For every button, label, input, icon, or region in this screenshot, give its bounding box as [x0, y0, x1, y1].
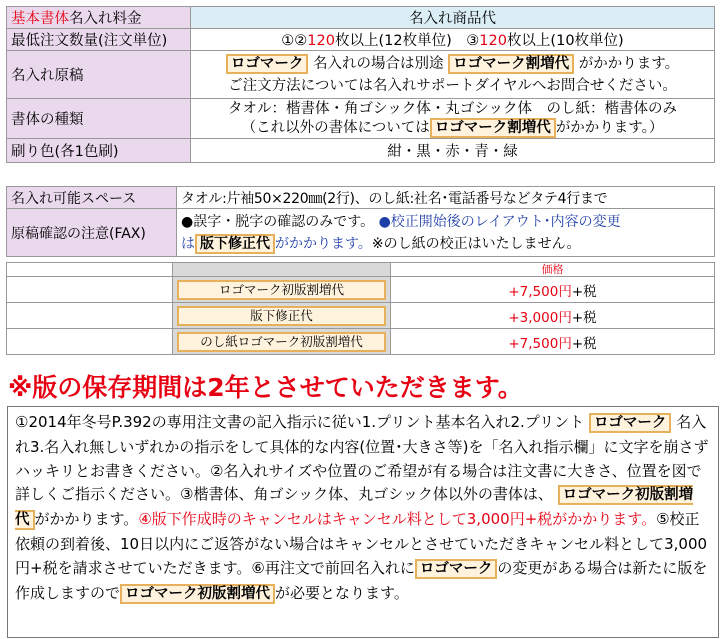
min-qty-suffix-2: 枚以上(10枚単位) — [506, 33, 624, 49]
price-row-blank — [7, 277, 173, 303]
note-logo-surcharge-tag: ロゴマーク初版割増代 — [15, 487, 694, 529]
proof-text-2: は — [181, 235, 195, 252]
proof-text-3: ※のし紙の校正はいたしません。 — [371, 235, 581, 252]
min-qty-label: 最低注文数量(注文単位) — [7, 29, 191, 51]
price-row-item-cell — [173, 329, 391, 355]
proof-text-1: ●誤字・脱字の確認のみです。 — [181, 213, 375, 230]
note-logo-tag: ロゴマーク — [415, 559, 498, 579]
fonts-text-2: （これ以外の書体については — [241, 119, 430, 136]
price-row-item-cell — [173, 277, 391, 303]
price-amount: +7,500円 — [508, 283, 572, 300]
min-qty-number-1: 120 — [307, 33, 335, 49]
colors-label: 刷り色(各1色刷) — [7, 139, 191, 163]
proof-value — [177, 209, 715, 257]
price-row-item-cell — [173, 303, 391, 329]
note-cancel-warning: ④版下作成時のキャンセルはキャンセル料として3,000円+税がかかります。 — [138, 510, 657, 529]
fonts-label: 書体の種類 — [7, 99, 191, 139]
fonts-value — [191, 99, 715, 139]
min-qty-number-2: 120 — [479, 33, 507, 49]
instructions-block — [7, 406, 719, 638]
price-row-value — [391, 303, 715, 329]
note-logo-tag: ロゴマーク — [589, 413, 672, 433]
min-qty-prefix-1: ①② — [281, 33, 308, 49]
note-text: が必要となります。 — [275, 583, 409, 602]
price-row-blank — [7, 329, 173, 355]
space-value: タオル:片袖50×220㎜(2行)、のし紙:社名･電話番号などタテ4行まで — [177, 187, 715, 209]
header-label-red: 基本書体 — [11, 11, 69, 27]
min-qty-suffix-1: 枚以上(12枚単位) — [334, 33, 452, 49]
header-label-black: 名入れ料金 — [69, 11, 142, 27]
price-header-item — [173, 263, 391, 277]
manuscript-label: 名入れ原稿 — [7, 51, 191, 99]
min-qty-prefix-2: ③ — [466, 33, 480, 49]
price-amount: +3,000円 — [508, 309, 572, 326]
pricing-table — [6, 6, 715, 163]
proof-label: 原稿確認の注意(FAX) — [7, 209, 177, 257]
manuscript-text-2: がかかります。 — [578, 55, 680, 72]
space-table — [6, 186, 715, 257]
logo-surcharge-tag: ロゴマーク割増代 — [448, 54, 574, 74]
price-tax: +税 — [571, 283, 597, 300]
note-text: ⑤校正依頼の到着後、10日以内にご返答がない場合はキャンセルとさせていただきキャンセル料として3,000円+税を請求させていただきます。⑥再注文で前回名入れに — [15, 510, 708, 577]
colors-value: 紺・黒・赤・青・緑 — [191, 139, 715, 163]
price-row-blank — [7, 303, 173, 329]
note-text: がかかります。 — [34, 510, 139, 529]
note-logo-surcharge-tag: ロゴマーク初版割増代 — [120, 584, 275, 604]
fonts-text-1: タオル：楷書体・角ゴシック体・丸ゴシック体 のし紙：楷書体のみ — [228, 100, 677, 117]
storage-period-notice: ※版の保存期間は2年とさせていただきます。 — [8, 373, 523, 402]
price-table — [6, 262, 715, 355]
proof-text-blue-1: ●校正開始後のレイアウト･内容の変更 — [378, 213, 621, 230]
price-tax: +税 — [571, 335, 597, 352]
header-value-cell: 名入れ商品代 — [191, 7, 715, 29]
note-text: ①2014年冬号P.392の専用注文書の記入指示に従い1.プリント基本名入れ2.プリント — [15, 413, 585, 431]
proof-fee-tag: 版下修正代 — [195, 234, 275, 254]
note-text: の変更がある場合は新たに版を作成しますので — [15, 558, 708, 602]
price-amount: +7,500円 — [508, 335, 572, 352]
manuscript-value — [191, 51, 715, 99]
price-tax: +税 — [571, 309, 597, 326]
price-row-item: ロゴマーク初版割増代 — [177, 280, 386, 300]
price-row-value — [391, 277, 715, 303]
price-row-item: 版下修正代 — [177, 306, 386, 326]
min-qty-value — [191, 29, 715, 51]
note-text: 名入れ3.名入れ無しいずれかの指示をして具体的な内容(位置･大きさ等)を「名入れ指示欄」に文字を崩さずハッキリとお書きください。②名入れサイズや位置のご希望が有る場合は注文書に大きさ、位置を図で詳しくご指示ください。③楷書体、角ゴシック体、丸ゴシック体以外の書体は、 — [15, 413, 709, 504]
manuscript-text-1: 名入れの場合は別途 — [313, 55, 444, 72]
price-header: 価格 — [391, 263, 715, 277]
space-label: 名入れ可能スペース — [7, 187, 177, 209]
logo-mark-tag: ロゴマーク — [226, 54, 309, 74]
header-label-cell — [7, 7, 191, 29]
price-header-blank — [7, 263, 173, 277]
fonts-surcharge-tag: ロゴマーク割増代 — [430, 118, 556, 138]
manuscript-text-3: ご注文方法については名入れサポートダイヤルへお問合せください。 — [228, 77, 677, 94]
price-row-value — [391, 329, 715, 355]
proof-text-blue-2: がかかります。 — [275, 235, 372, 252]
price-row-item: のし紙ロゴマーク初版割増代 — [177, 332, 386, 352]
fonts-text-3: がかかります。） — [555, 119, 664, 136]
